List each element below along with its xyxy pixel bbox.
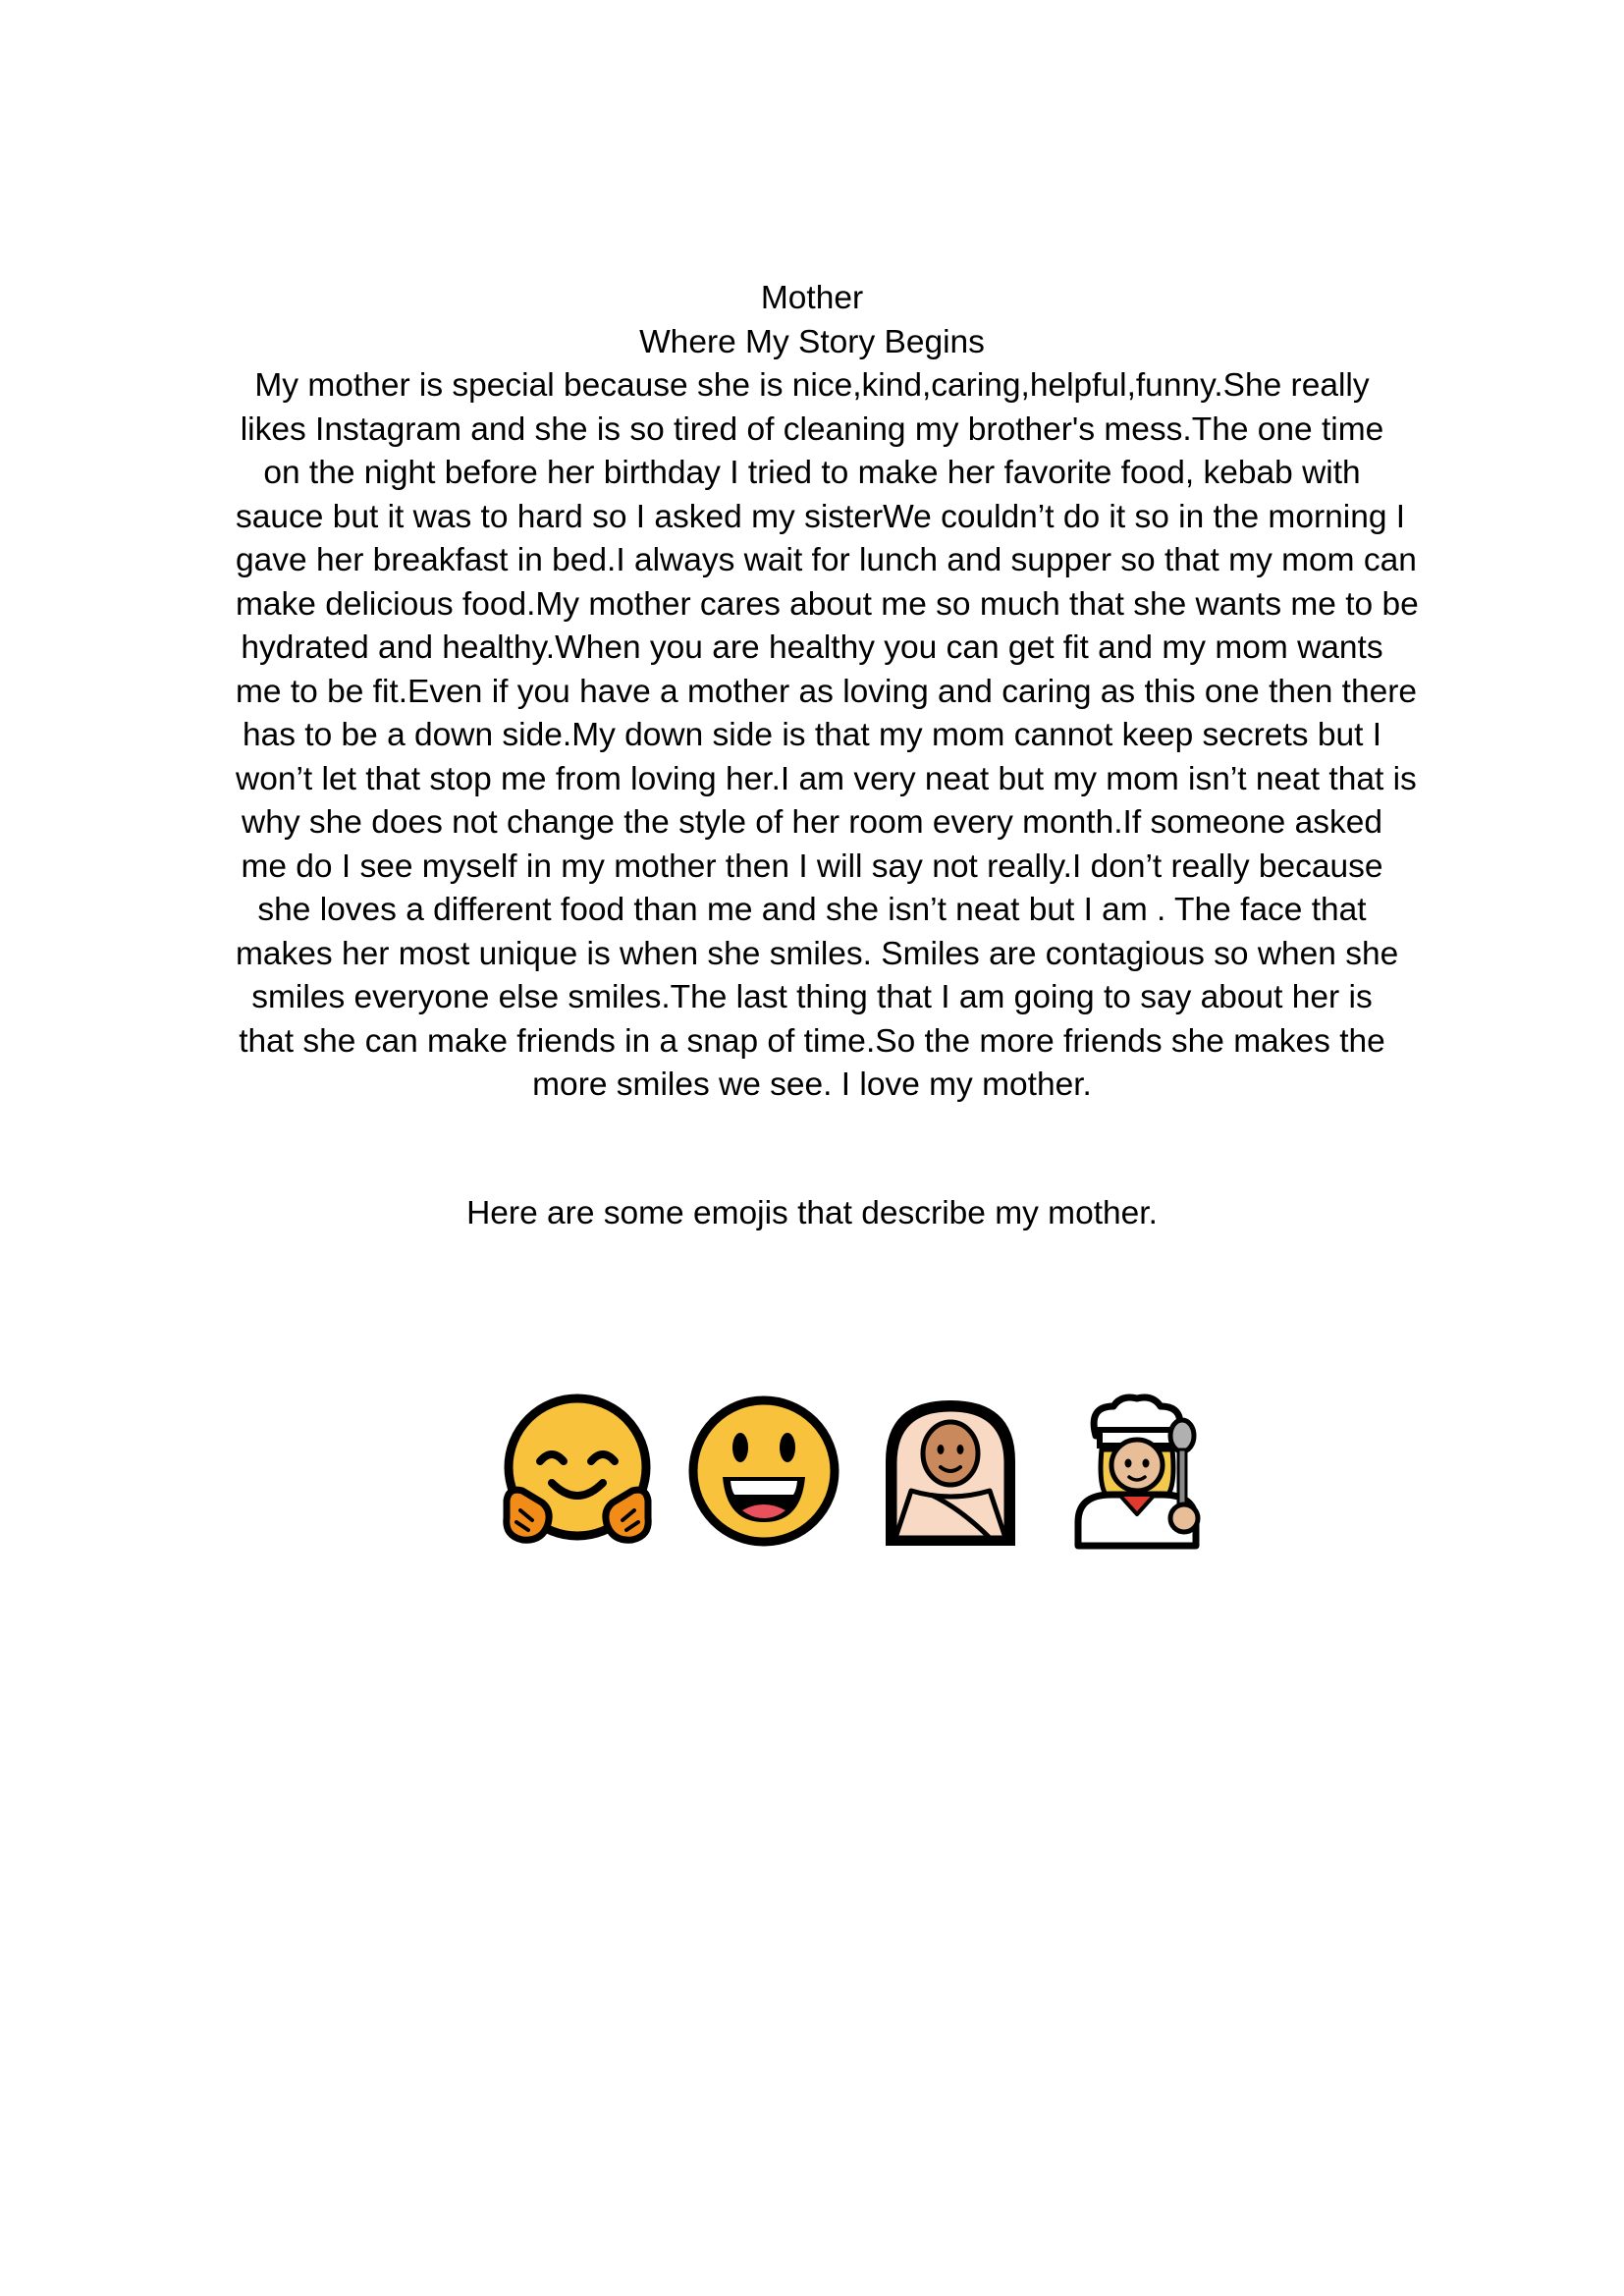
document-subtitle: Where My Story Begins [639, 323, 985, 360]
emoji-caption: Here are some emojis that describe my mother. [466, 1195, 1158, 1231]
grinning-face-icon [685, 1393, 842, 1550]
body-line: sauce but it was to hard so I asked my sisterWe couldn’t do it so in the morning I [236, 498, 1406, 535]
body-line: gave her breakfast in bed.I always wait for lunch and supper so that my mom can [236, 542, 1417, 578]
body-line: why she does not change the style of her room every month.If someone asked [242, 804, 1382, 841]
woman-cook-icon [1058, 1393, 1216, 1550]
body-line: make delicious food.My mother cares about me so much that she wants me to be [236, 585, 1419, 623]
body-line: me do I see myself in my mother then I will say not really.I don’t really because [241, 847, 1383, 885]
hugging-face-icon [499, 1393, 656, 1550]
story-text [236, 277, 1419, 1108]
body-line: that she can make friends in a snap of time.So the more friends she makes the [239, 1022, 1385, 1060]
body-line: won’t let that stop me from loving her.I am very neat but my mom isn’t neat that is [236, 760, 1417, 797]
body-line: hydrated and healthy.When you are healthy you can get fit and my mom wants [241, 629, 1383, 666]
body-line: more smiles we see. I love my mother. [532, 1066, 1092, 1103]
body-line: likes Instagram and she is so tired of cleaning my brother's mess.The one time [240, 410, 1384, 448]
emoji-row [499, 1393, 1186, 1559]
body-line: on the night before her birthday I tried to make her favorite food, kebab with [263, 455, 1361, 491]
body-line: smiles everyone else smiles.The last thing that I am going to say about her is [251, 979, 1373, 1015]
woman-with-headscarf-icon [872, 1393, 1029, 1550]
body-line: has to be a down side.My down side is that my mom cannot keep secrets but I [242, 717, 1382, 753]
document-title: Mother [760, 280, 864, 316]
body-line: me to be fit.Even if you have a mother as loving and caring as this one then there [236, 673, 1417, 710]
body-line: My mother is special because she is nice,kind,caring,helpful,funny.She really [254, 367, 1370, 404]
body-line: makes her most unique is when she smiles. Smiles are contagious so when she [236, 935, 1399, 972]
body-line: she loves a different food than me and she isn’t neat but I am . The face that [257, 892, 1367, 928]
